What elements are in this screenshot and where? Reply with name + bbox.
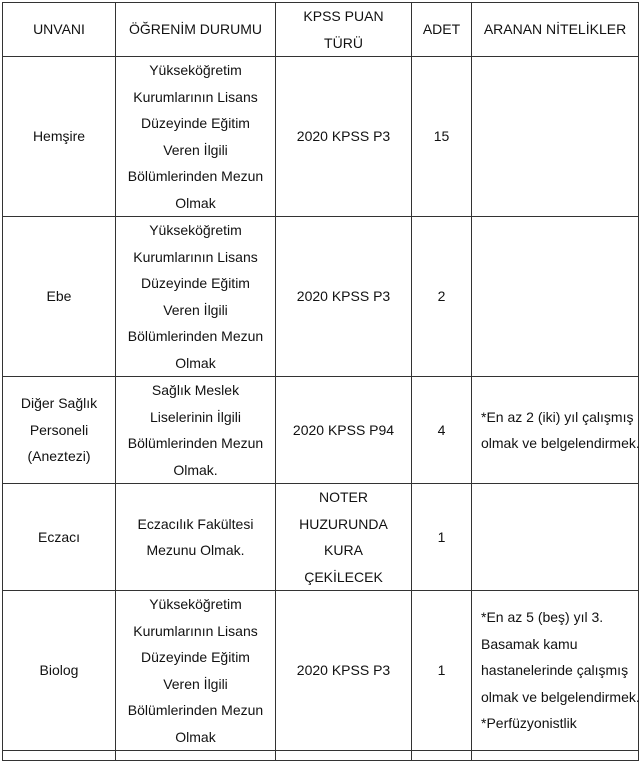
cell-empty (472, 751, 639, 761)
cell-requirements (472, 217, 639, 377)
header-education: ÖĞRENİM DURUMU (116, 3, 276, 57)
cell-requirements (472, 484, 639, 591)
table-row (3, 377, 639, 484)
cell-count: 1 (412, 484, 472, 591)
header-score-type: KPSS PUAN TÜRÜ (276, 3, 412, 57)
cell-score-type: 2020 KPSS P3 (276, 217, 412, 377)
cell-count: 2 (412, 217, 472, 377)
header-title: UNVANI (3, 3, 116, 57)
cell-score-type: 2020 KPSS P94 (276, 377, 412, 484)
header-count: ADET (412, 3, 472, 57)
table-row (3, 591, 639, 751)
cell-requirements: *En az 5 (beş) yıl 3. Basamak kamu hastanelerinde çalışmış olmak ve belgelendirmek. *Perfüzyonistlik (472, 591, 639, 751)
cell-education: Yükseköğretim Kurumlarının Lisans Düzeyinde Eğitim Veren İlgili Bölümlerinden Mezun Olmak (116, 217, 276, 377)
table-row-partial (3, 751, 639, 761)
positions-table (2, 2, 639, 761)
cell-count: 1 (412, 591, 472, 751)
cell-education: Yükseköğretim Kurumlarının Lisans Düzeyinde Eğitim Veren İlgili Bölümlerinden Mezun Olmak (116, 591, 276, 751)
cell-score-type: 2020 KPSS P3 (276, 591, 412, 751)
cell-requirements: *En az 2 (iki) yıl çalışmış olmak ve belgelendirmek. (472, 377, 639, 484)
cell-count: 15 (412, 57, 472, 217)
header-requirements: ARANAN NİTELİKLER (472, 3, 639, 57)
cell-requirements (472, 57, 639, 217)
cell-title: Ebe (3, 217, 116, 377)
cell-empty (276, 751, 412, 761)
cell-title: Biolog (3, 591, 116, 751)
cell-education: Yükseköğretim Kurumlarının Lisans Düzeyinde Eğitim Veren İlgili Bölümlerinden Mezun Olmak (116, 57, 276, 217)
table-row (3, 484, 639, 591)
cell-count: 4 (412, 377, 472, 484)
cell-empty (116, 751, 276, 761)
table-row (3, 217, 639, 377)
cell-score-type: NOTER HUZURUNDA KURA ÇEKİLECEK (276, 484, 412, 591)
cell-score-type: 2020 KPSS P3 (276, 57, 412, 217)
cell-education: Sağlık Meslek Liselerinin İlgili Bölümlerinden Mezun Olmak. (116, 377, 276, 484)
header-row (3, 3, 639, 57)
cell-title: Diğer Sağlık Personeli (Aneztezi) (3, 377, 116, 484)
cell-empty (412, 751, 472, 761)
cell-empty (3, 751, 116, 761)
cell-title: Hemşire (3, 57, 116, 217)
cell-title: Eczacı (3, 484, 116, 591)
cell-education: Eczacılık Fakültesi Mezunu Olmak. (116, 484, 276, 591)
table-row (3, 57, 639, 217)
